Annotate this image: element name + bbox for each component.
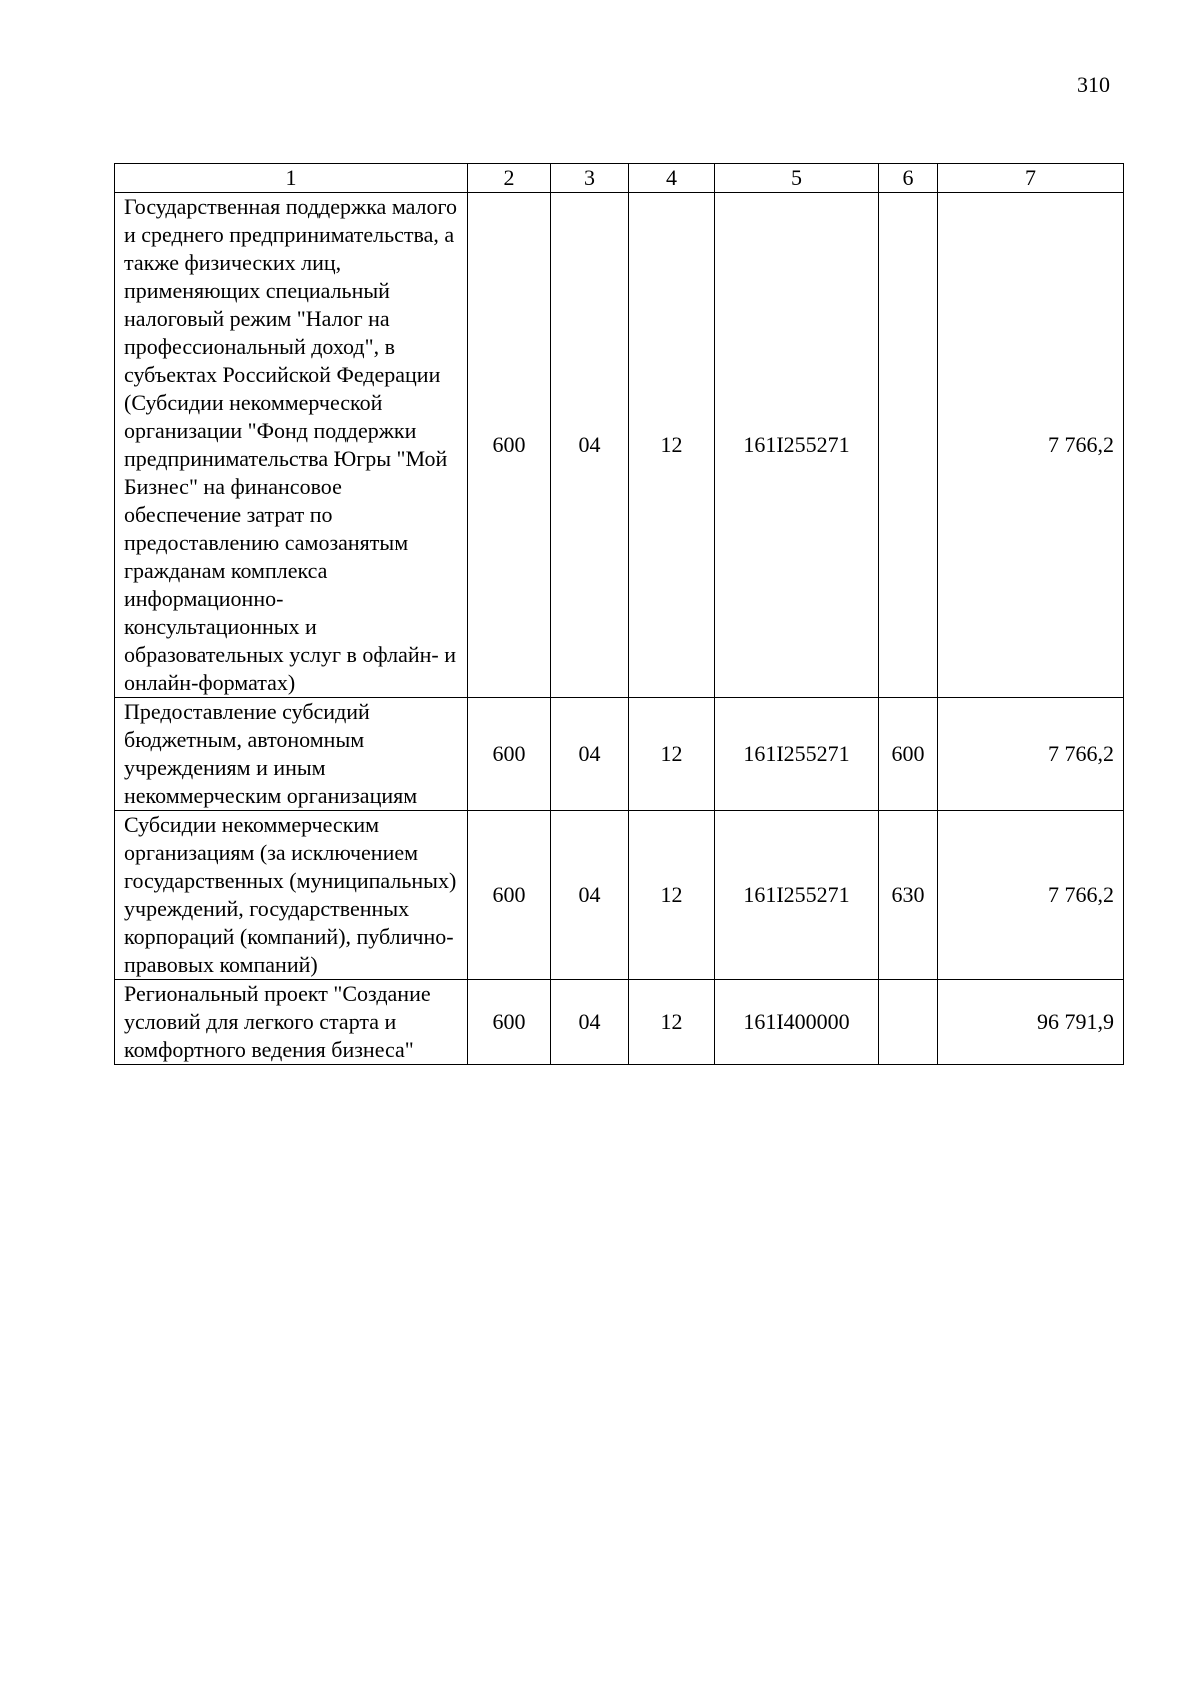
- amount: 96 791,9: [938, 980, 1124, 1065]
- table-row: [115, 698, 1124, 811]
- column-header: 4: [629, 164, 715, 193]
- ministry-code: 600: [468, 193, 551, 698]
- target-article-code: 161I255271: [715, 698, 879, 811]
- section-code: 04: [551, 193, 629, 698]
- amount: 7 766,2: [938, 811, 1124, 980]
- amount: 7 766,2: [938, 193, 1124, 698]
- row-description: Субсидии некоммерческим организациям (за исключением государственных (муниципальных) учреждений, государственных корпораций (компаний), публично-правовых компаний): [115, 811, 468, 980]
- ministry-code: 600: [468, 811, 551, 980]
- expense-type-code: 630: [879, 811, 938, 980]
- row-description: Региональный проект "Создание условий для легкого старта и комфортного ведения бизнеса": [115, 980, 468, 1065]
- section-code: 04: [551, 811, 629, 980]
- expense-type-code: [879, 193, 938, 698]
- table-row: [115, 811, 1124, 980]
- subsection-code: 12: [629, 980, 715, 1065]
- expense-type-code: 600: [879, 698, 938, 811]
- column-header: 5: [715, 164, 879, 193]
- column-header: 1: [115, 164, 468, 193]
- table-row: [115, 980, 1124, 1065]
- target-article-code: 161I255271: [715, 193, 879, 698]
- target-article-code: 161I255271: [715, 811, 879, 980]
- section-code: 04: [551, 980, 629, 1065]
- table-header-row: [115, 164, 1124, 193]
- table-row: [115, 193, 1124, 698]
- ministry-code: 600: [468, 980, 551, 1065]
- column-header: 3: [551, 164, 629, 193]
- section-code: 04: [551, 698, 629, 811]
- ministry-code: 600: [468, 698, 551, 811]
- row-description: Государственная поддержка малого и среднего предпринимательства, а также физических лиц, применяющих специальный налоговый режим "Налог на профессиональный доход", в субъектах Российской Федерации (Субсидии некоммерческой организации "Фонд поддержки предпринимательства Югры "Мой Бизнес" на финансовое обеспечение затрат по предоставлению самозанятым гражданам комплекса информационно-консультационных и образовательных услуг в офлайн- и онлайн-форматах): [115, 193, 468, 698]
- column-header: 7: [938, 164, 1124, 193]
- expense-type-code: [879, 980, 938, 1065]
- column-header: 6: [879, 164, 938, 193]
- row-description: Предоставление субсидий бюджетным, автономным учреждениям и иным некоммерческим организациям: [115, 698, 468, 811]
- subsection-code: 12: [629, 193, 715, 698]
- subsection-code: 12: [629, 698, 715, 811]
- amount: 7 766,2: [938, 698, 1124, 811]
- column-header: 2: [468, 164, 551, 193]
- page-number: 310: [1077, 72, 1110, 97]
- subsection-code: 12: [629, 811, 715, 980]
- target-article-code: 161I400000: [715, 980, 879, 1065]
- budget-table: [114, 163, 1124, 1065]
